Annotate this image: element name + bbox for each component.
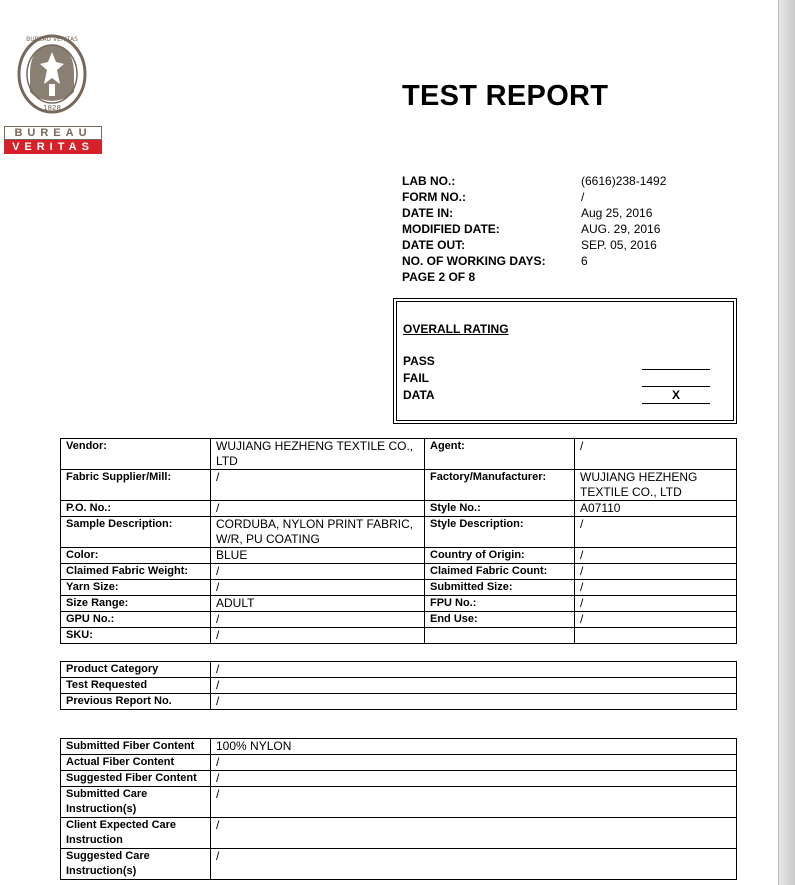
info-label: Style Description: xyxy=(425,517,575,548)
rating-option-line xyxy=(642,403,710,404)
row-value: / xyxy=(211,818,737,849)
info-value: / xyxy=(211,470,425,501)
info-label: Vendor: xyxy=(61,439,211,470)
info-value: CORDUBA, NYLON PRINT FABRIC, W/R, PU COATING xyxy=(211,517,425,548)
row-label: Submitted Fiber Content xyxy=(61,739,211,755)
row-value: / xyxy=(211,662,737,678)
row-value: / xyxy=(211,787,737,818)
row-label: Submitted Care Instruction(s) xyxy=(61,787,211,818)
info-label: End Use: xyxy=(425,612,575,628)
page-edge-line xyxy=(778,0,779,885)
table-row xyxy=(61,501,737,517)
wordmark xyxy=(4,126,102,154)
meta-value: Aug 25, 2016 xyxy=(581,206,653,220)
rating-option-line xyxy=(642,369,710,370)
table-row xyxy=(61,564,737,580)
row-value: / xyxy=(211,755,737,771)
row-value: / xyxy=(211,678,737,694)
rating-option-line xyxy=(642,386,710,387)
info-value: / xyxy=(575,612,737,628)
table-row xyxy=(61,470,737,501)
info-value: A07110 xyxy=(575,501,737,517)
table-row xyxy=(61,787,737,818)
info-value: WUJIANG HEZHENG TEXTILE CO., LTD xyxy=(211,439,425,470)
table-row xyxy=(61,678,737,694)
row-label: Previous Report No. xyxy=(61,694,211,710)
row-value: / xyxy=(211,771,737,787)
product-table xyxy=(60,661,737,710)
info-label: Claimed Fabric Count: xyxy=(425,564,575,580)
rating-option-label: DATA xyxy=(403,388,435,402)
overall-rating-title: OVERALL RATING xyxy=(403,322,509,336)
info-label: Color: xyxy=(61,548,211,564)
meta-label: PAGE 2 OF 8 xyxy=(402,270,476,284)
info-value: BLUE xyxy=(211,548,425,564)
row-label: Client Expected Care Instruction xyxy=(61,818,211,849)
meta-value: 6 xyxy=(581,254,588,268)
info-value: / xyxy=(211,612,425,628)
meta-value: (6616)238-1492 xyxy=(581,174,667,188)
table-row xyxy=(61,849,737,880)
row-label: Product Category xyxy=(61,662,211,678)
info-value: / xyxy=(211,501,425,517)
meta-label: DATE OUT: xyxy=(402,238,466,252)
info-label: Yarn Size: xyxy=(61,580,211,596)
table-row xyxy=(61,755,737,771)
info-label: Sample Description: xyxy=(61,517,211,548)
info-value: / xyxy=(575,439,737,470)
table-row xyxy=(61,662,737,678)
rating-option-mark: X xyxy=(671,388,680,402)
info-value: / xyxy=(211,580,425,596)
table-row xyxy=(61,517,737,548)
rating-option-label: PASS xyxy=(403,354,435,368)
seal-year: 1828 xyxy=(43,104,61,112)
info-value: ADULT xyxy=(211,596,425,612)
row-label: Suggested Fiber Content xyxy=(61,771,211,787)
info-value: / xyxy=(575,564,737,580)
row-value: / xyxy=(211,694,737,710)
info-label xyxy=(425,628,575,644)
table-row xyxy=(61,612,737,628)
meta-label: FORM NO.: xyxy=(402,190,466,204)
table-row xyxy=(61,739,737,755)
row-value: 100% NYLON xyxy=(211,739,737,755)
wordmark-bottom: VERITAS xyxy=(4,140,102,154)
meta-label: MODIFIED DATE: xyxy=(402,222,500,236)
info-value: / xyxy=(211,628,425,644)
meta-label: NO. OF WORKING DAYS: xyxy=(402,254,546,268)
info-label: GPU No.: xyxy=(61,612,211,628)
info-value xyxy=(575,628,737,644)
meta-value: SEP. 05, 2016 xyxy=(581,238,657,252)
fiber-content-table xyxy=(60,738,737,880)
meta-label: LAB NO.: xyxy=(402,174,456,188)
rating-option-label: FAIL xyxy=(403,371,429,385)
info-value: / xyxy=(575,548,737,564)
table-row xyxy=(61,628,737,644)
info-value: / xyxy=(575,517,737,548)
info-value: / xyxy=(211,564,425,580)
row-label: Actual Fiber Content xyxy=(61,755,211,771)
info-label: Style No.: xyxy=(425,501,575,517)
bureau-veritas-logo xyxy=(4,34,102,158)
info-label: P.O. No.: xyxy=(61,501,211,517)
info-label: FPU No.: xyxy=(425,596,575,612)
page-edge-shadow xyxy=(778,0,795,885)
info-value: / xyxy=(575,596,737,612)
info-label: Submitted Size: xyxy=(425,580,575,596)
table-row xyxy=(61,580,737,596)
table-row xyxy=(61,439,737,470)
meta-value: / xyxy=(581,190,585,204)
meta-value: AUG. 29, 2016 xyxy=(581,222,661,236)
report-title: TEST REPORT xyxy=(402,80,609,112)
overall-rating-box xyxy=(393,298,737,424)
info-label: Claimed Fabric Weight: xyxy=(61,564,211,580)
sample-info-table xyxy=(60,438,737,644)
info-label: Size Range: xyxy=(61,596,211,612)
info-label: Fabric Supplier/Mill: xyxy=(61,470,211,501)
table-row xyxy=(61,818,737,849)
info-label: Factory/Manufacturer: xyxy=(425,470,575,501)
table-row xyxy=(61,596,737,612)
info-label: Agent: xyxy=(425,439,575,470)
table-row xyxy=(61,694,737,710)
row-label: Suggested Care Instruction(s) xyxy=(61,849,211,880)
wordmark-top: BUREAU xyxy=(4,126,102,140)
seal-icon xyxy=(16,34,88,126)
table-row xyxy=(61,771,737,787)
seal-text: BUREAU VERITAS xyxy=(26,36,78,43)
info-label: SKU: xyxy=(61,628,211,644)
info-value: / xyxy=(575,580,737,596)
info-value: WUJIANG HEZHENG TEXTILE CO., LTD xyxy=(575,470,737,501)
meta-label: DATE IN: xyxy=(402,206,454,220)
info-label: Country of Origin: xyxy=(425,548,575,564)
row-label: Test Requested xyxy=(61,678,211,694)
row-value: / xyxy=(211,849,737,880)
table-row xyxy=(61,548,737,564)
